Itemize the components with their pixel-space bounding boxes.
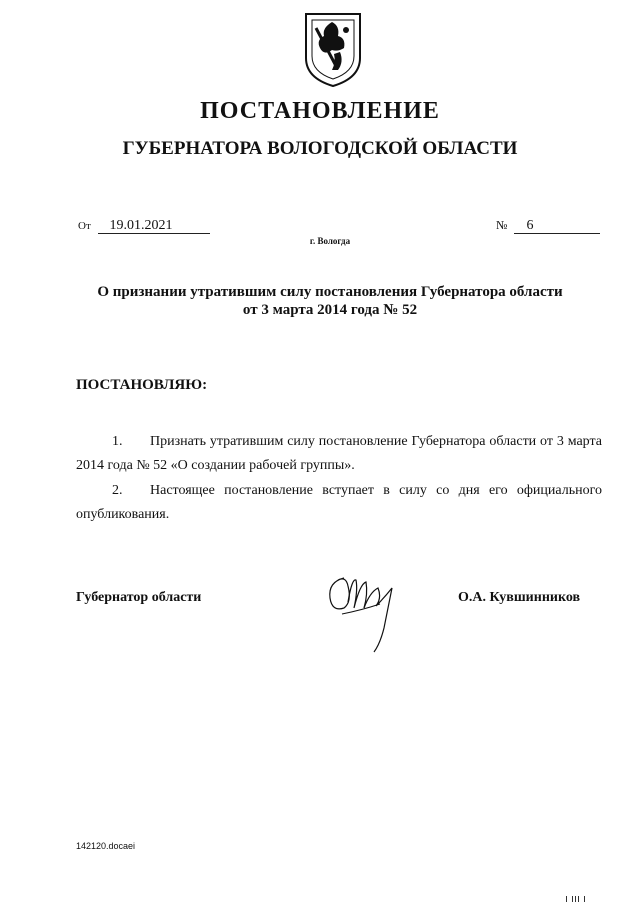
item-text: Настоящее постановление вступает в силу со дня его официального опубликования. [76, 483, 602, 522]
signatory-name: О.А. Кувшинников [458, 590, 581, 605]
coat-of-arms-icon [302, 8, 364, 88]
number-prefix: № [496, 218, 508, 232]
decree-label: ПОСТАНОВЛЯЮ: [76, 377, 208, 393]
subject-line-2: от 3 марта 2014 года № 52 [242, 302, 418, 318]
subject-line-1: О признании утратившим силу постановления Губернатора области [97, 284, 563, 300]
handwritten-signature [322, 568, 402, 656]
number-field [496, 218, 600, 234]
date-value: 19.01.2021 [98, 218, 210, 234]
item-text: Признать утратившим силу постановление Губернатора области от 3 марта 2014 года № 52 «О создании рабочей группы». [76, 434, 602, 473]
number-value: 6 [514, 218, 600, 234]
list-item [76, 430, 602, 478]
date-prefix: От [78, 220, 91, 232]
subject-heading [60, 283, 600, 319]
file-reference: 142120.docaei [76, 841, 136, 851]
signatory-position: Губернатор области [76, 590, 202, 605]
document-title: ПОСТАНОВЛЕНИЕ [200, 98, 440, 124]
city-label: г. Вологда [309, 236, 351, 246]
item-number: 1. [112, 434, 123, 449]
date-field [78, 218, 210, 234]
barcode-icon [566, 896, 586, 902]
list-item [76, 479, 602, 527]
issuer-title: ГУБЕРНАТОРА ВОЛОГОДСКОЙ ОБЛАСТИ [122, 138, 518, 159]
items-list [76, 430, 602, 528]
item-number: 2. [112, 483, 123, 498]
